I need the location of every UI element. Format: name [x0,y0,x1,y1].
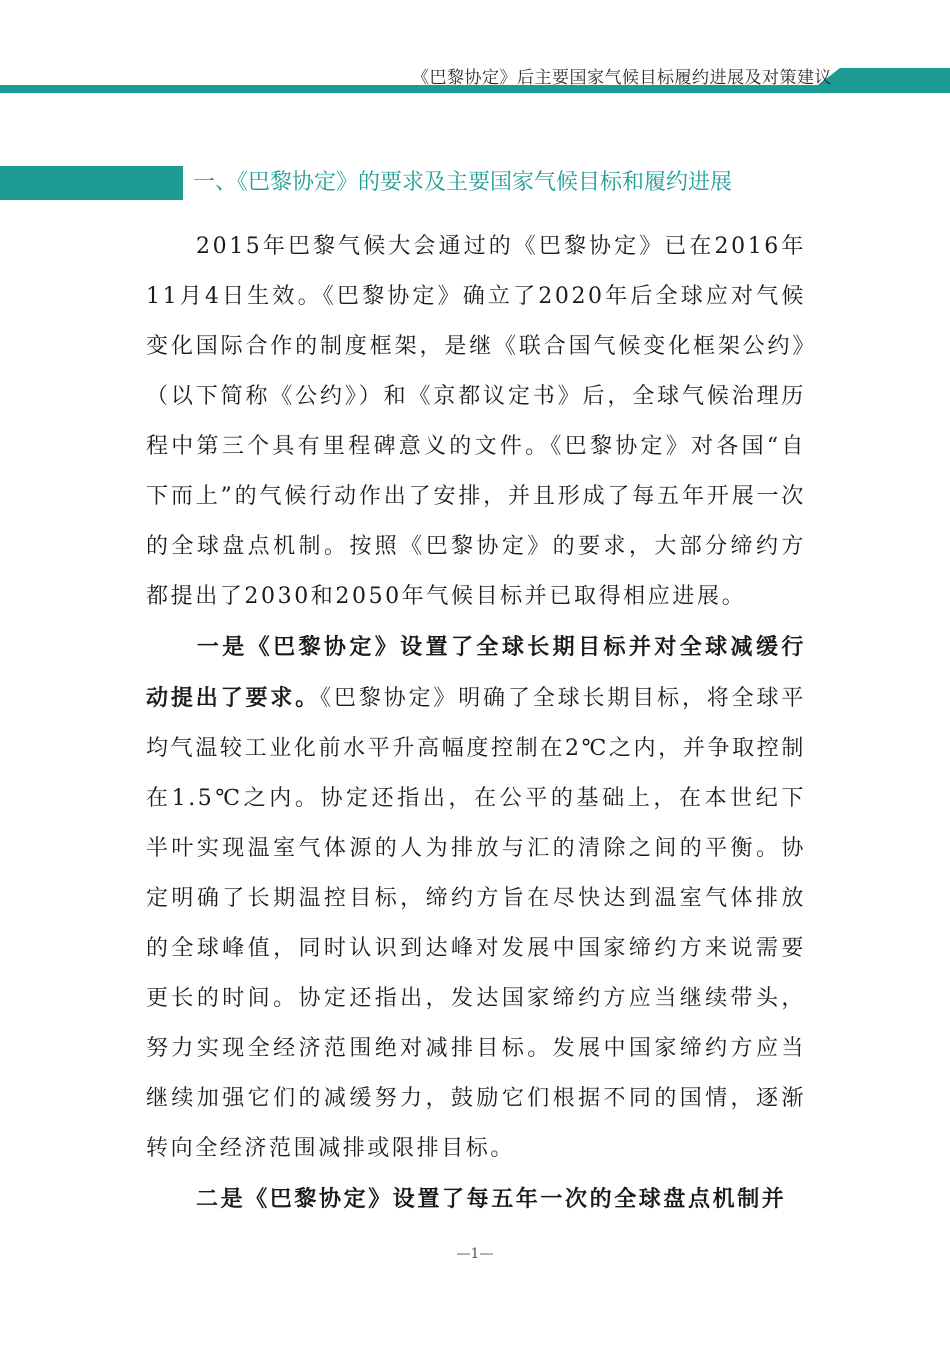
paragraph-3-lead: 二是《巴黎协定》设置了每五年一次的全球盘点机制并 [196,1186,787,1212]
section-heading: 一、《巴黎协定》的要求及主要国家气候目标和履约进展 [193,170,733,195]
paragraph-1 [146,222,806,622]
page-number: —1— [456,1246,494,1262]
paragraph-2-lead: 一是《巴黎协定》设置了全球长期目标并对全球减缓行动提出了要求。 [146,634,806,711]
paragraph-2 [146,622,806,1174]
header-teal-tab [818,68,950,85]
paragraph-2-text: 《巴黎协定》明确了全球长期目标，将全球平均气温较工业化前水平升高幅度控制在2℃之内，并争取控制在1.5℃之内。协定还指出，在公平的基础上，在本世纪下半叶实现温室气体源的人为排放与汇的清除之间的平衡。协定明确了长期温控目标，缔约方旨在尽快达到温室气体排放的全球峰值，同时认识到达峰对发展中国家缔约方来说需要更长的时间。协定还指出，发达国家缔约方应当继续带头，努力实现全经济范围绝对减排目标。发展中国家缔约方应当继续加强它们的减缓努力，鼓励它们根据不同的国情，逐渐转向全经济范围减排或限排目标。 [146,686,806,1161]
paragraph-3 [146,1174,806,1225]
section-accent-band [0,166,183,200]
paragraph-1-text: 2015年巴黎气候大会通过的《巴黎协定》已在2016年11月4日生效。《巴黎协定》确立了2020年后全球应对气候变化国际合作的制度框架，是继《联合国气候变化框架公约》（以下简称《公约》）和《京都议定书》后，全球气候治理历程中第三个具有里程碑意义的文件。《巴黎协定》对各国“自下而上”的气候行动作出了安排，并且形成了每五年开展一次的全球盘点机制。按照《巴黎协定》的要求，大部分缔约方都提出了2030和2050年气候目标并已取得相应进展。 [146,234,806,609]
body-text [146,222,806,1225]
running-header-title: 《巴黎协定》后主要国家气候目标履约进展及对策建议 [412,68,832,88]
